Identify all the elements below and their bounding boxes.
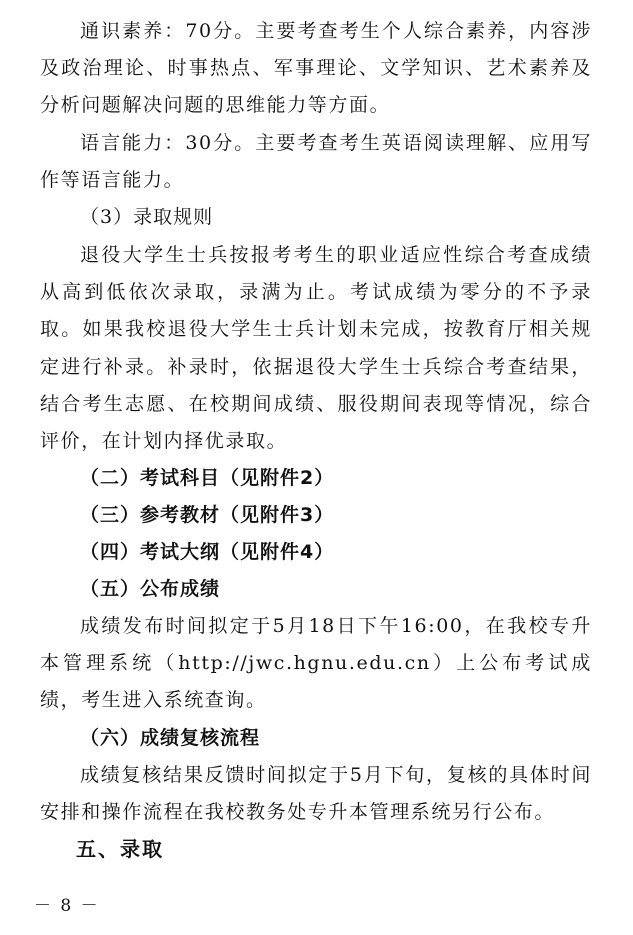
heading-score-review: （六）成绩复核流程 <box>80 727 261 749</box>
heading-publish-scores: （五）公布成绩 <box>80 578 221 600</box>
heading-exam-syllabus: （四）考试大纲（见附件4） <box>80 541 335 563</box>
paragraph-score-release: 成绩发布时间拟定于5月18日下午16:00，在我校专升本管理系统（http://jwc.hgnu.edu.cn）上公布考试成绩，考生进入系统查询。 <box>40 615 592 712</box>
heading-exam-subjects: （二）考试科目（见附件2） <box>80 467 335 489</box>
paragraph-score-review: 成绩复核结果反馈时间拟定于5月下旬，复核的具体时间安排和操作流程在我校教务处专升本管理系统另行公布。 <box>40 764 592 824</box>
heading-admission: 五、录取 <box>76 837 164 861</box>
page-number: － 8 － <box>34 896 100 916</box>
paragraph-admission-rules: 退役大学生士兵按报考考生的职业适应性综合考查成绩从高到低依次录取，录满为止。考试成绩为零分的不予录取。如果我校退役大学生士兵计划未完成，按教育厅相关规定进行补录。补录时，依据退役大学生士兵综合考查结果，结合考生志愿、在校期间成绩、服役期间表现等情况，综合评价，在计划内择优录取。 <box>40 244 592 453</box>
paragraph-general-literacy: 通识素养：70分。主要考查考生个人综合素养，内容涉及政治理论、时事热点、军事理论、文学知识、艺术素养及分析问题解决问题的思维能力等方面。 <box>40 20 592 117</box>
paragraph-language-ability: 语言能力：30分。主要考查考生英语阅读理解、应用写作等语言能力。 <box>40 132 592 192</box>
heading-admission-rules: （3）录取规则 <box>80 206 214 228</box>
heading-reference-materials: （三）参考教材（见附件3） <box>80 504 335 526</box>
